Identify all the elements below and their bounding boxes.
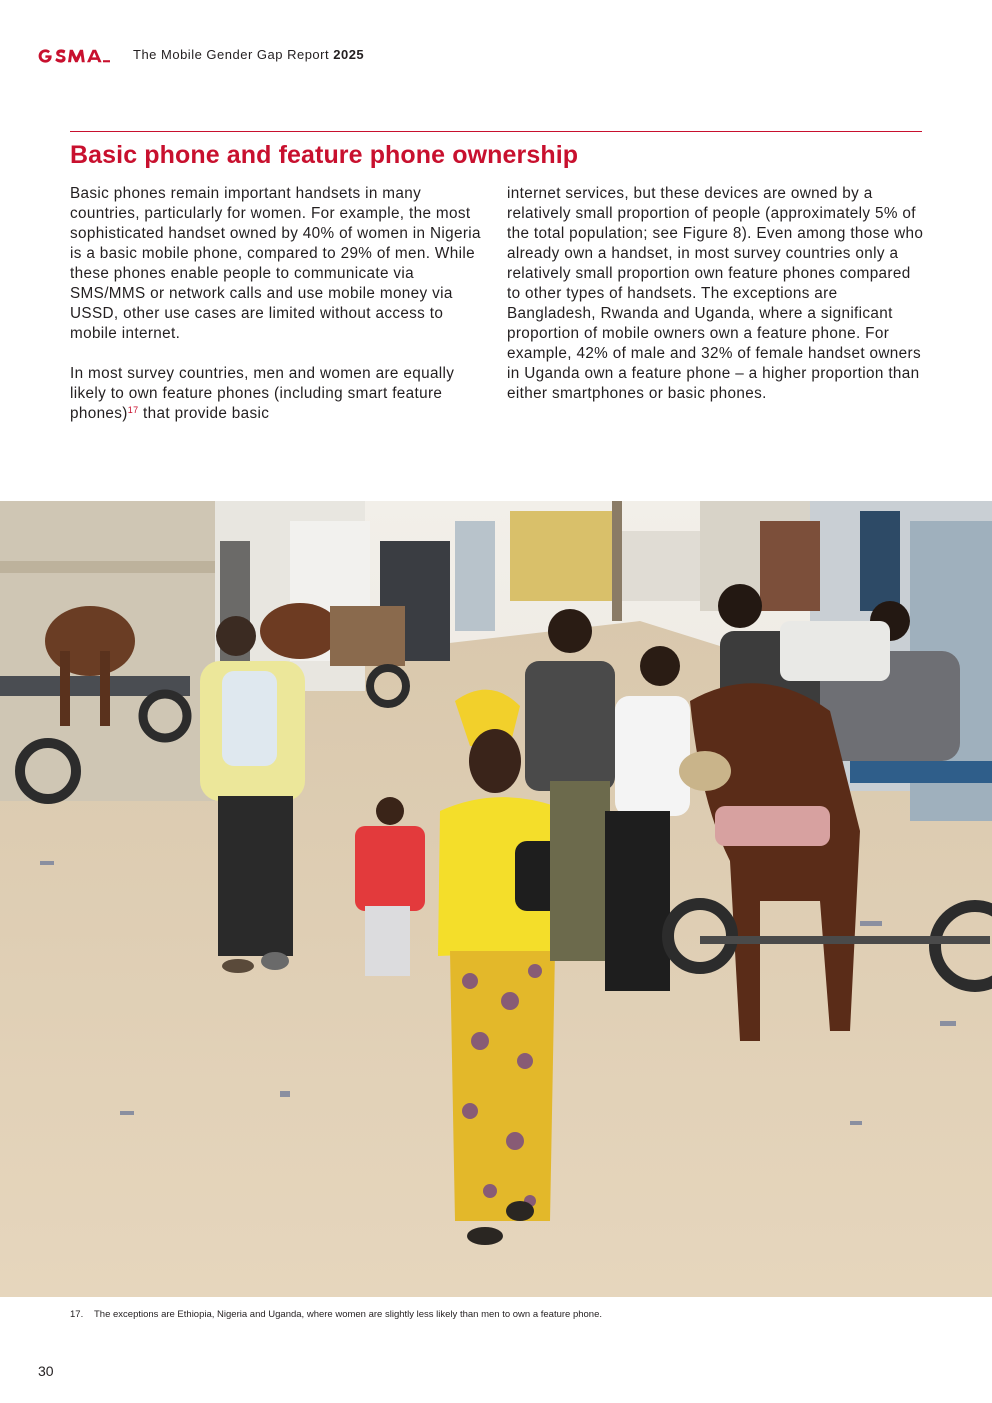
page-number: 30: [38, 1363, 54, 1379]
gsma-logo: [37, 48, 111, 64]
section-heading: Basic phone and feature phone ownership: [70, 141, 579, 169]
footnote-reference[interactable]: 17: [127, 405, 139, 415]
footnote: [70, 1309, 602, 1320]
street-scene-photo: [0, 501, 992, 1297]
section-divider: [70, 131, 922, 132]
body-column-right: [507, 184, 925, 424]
paragraph: In most survey countries, men and women are equally likely to own feature phones (including smart feature phones)$^{17}$ that provide basic: [70, 365, 455, 422]
report-year: 2025: [333, 47, 365, 62]
report-title: The Mobile Gender Gap Report 2025: [133, 47, 365, 62]
footnote-text: The exceptions are Ethiopia, Nigeria and Uganda, where women are slightly less likely than men to own a feature phone.: [94, 1309, 603, 1320]
body-column-left: [70, 184, 482, 444]
paragraph: Basic phones remain important handsets in many countries, particularly for women. For example, the most sophisticated handset owned by 40% of women in Nigeria is a basic mobile phone, compared to 29% of men. While these phones enable people to communicate via SMS/MMS or network calls and use mobile money via USSD, other use cases are limited without access to mobile internet.: [70, 185, 481, 342]
footnote-number: 17.: [70, 1309, 84, 1320]
photo-illustration: [0, 501, 992, 1297]
paragraph: internet services, but these devices are owned by a relatively small proportion of people (approximately 5% of the total population; see Figure 8). Even among those who already own a handset, in most survey countries only a relatively small proportion own feature phones compared to other types of handsets. The exceptions are Bangladesh, Rwanda and Uganda, where a significant proportion of mobile owners own a feature phone. For example, 42% of male and 32% of female handset owners in Uganda own a feature phone – a higher proportion than either smartphones or basic phones.: [507, 185, 924, 402]
header: [37, 46, 111, 66]
